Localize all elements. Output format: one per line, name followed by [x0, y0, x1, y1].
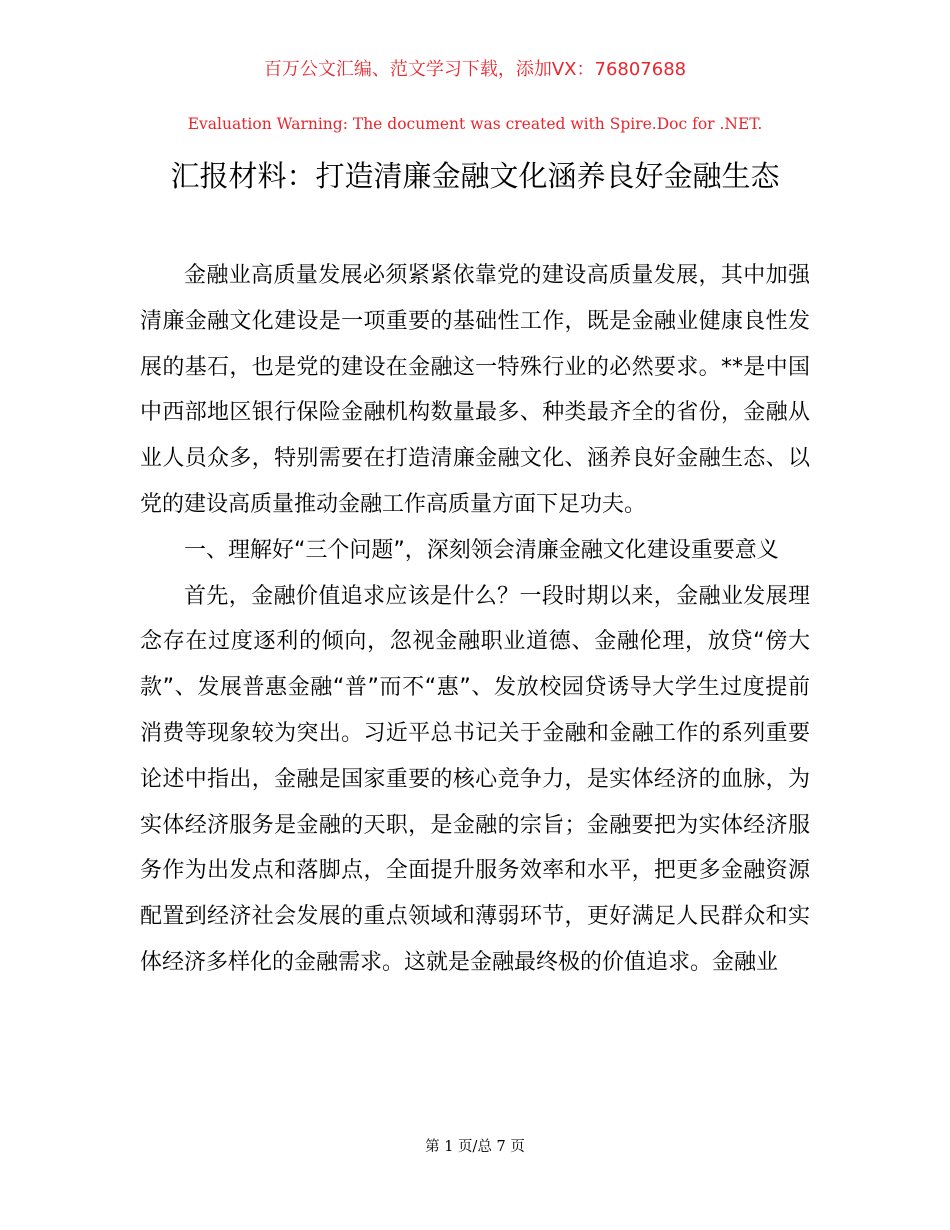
paragraph-intro: 金融业高质量发展必须紧紧依靠党的建设高质量发展，其中加强清廉金融文化建设是一项重要的基础性工作，既是金融业健康良性发展的基石，也是党的建设在金融这一特殊行业的必然要求。**是中国中西部地区银行保险金融机构数量最多、种类最齐全的省份，金融从业人员众多，特别需要在打造清廉金融文化、涵养良好金融生态、以党的建设高质量推动金融工作高质量方面下足功夫。 — [140, 263, 810, 517]
document-body — [140, 253, 810, 986]
evaluation-warning: Evaluation Warning: The document was created with Spire.Doc for .NET. — [187, 115, 763, 133]
page-indicator: 第 1 页/总 7 页 — [425, 1139, 525, 1155]
document-title: 汇报材料：打造清廉金融文化涵养良好金融生态 — [170, 159, 780, 193]
header-banner: 百万公文汇编、范文学习下载，添加VX：76807688 — [263, 59, 687, 80]
paragraph-first-question: 首先，金融价值追求应该是什么？一段时期以来，金融业发展理念存在过度逐利的倾向，忽视金融职业道德、金融伦理，放贷“傍大款”、发展普惠金融“普”而不“惠”、发放校园贷诱导大学生过度提前消费等现象较为突出。习近平总书记关于金融和金融工作的系列重要论述中指出，金融是国家重要的核心竞争力，是实体经济的血脉，为实体经济服务是金融的天职，是金融的宗旨；金融要把为实体经济服务作为出发点和落脚点，全面提升服务效率和水平，把更多金融资源配置到经济社会发展的重点领域和薄弱环节，更好满足人民群众和实体经济多样化的金融需求。这就是金融最终极的价值追求。金融业 — [140, 583, 810, 975]
section-heading-1: 一、理解好“三个问题”，深刻领会清廉金融文化建设重要意义 — [184, 537, 779, 563]
